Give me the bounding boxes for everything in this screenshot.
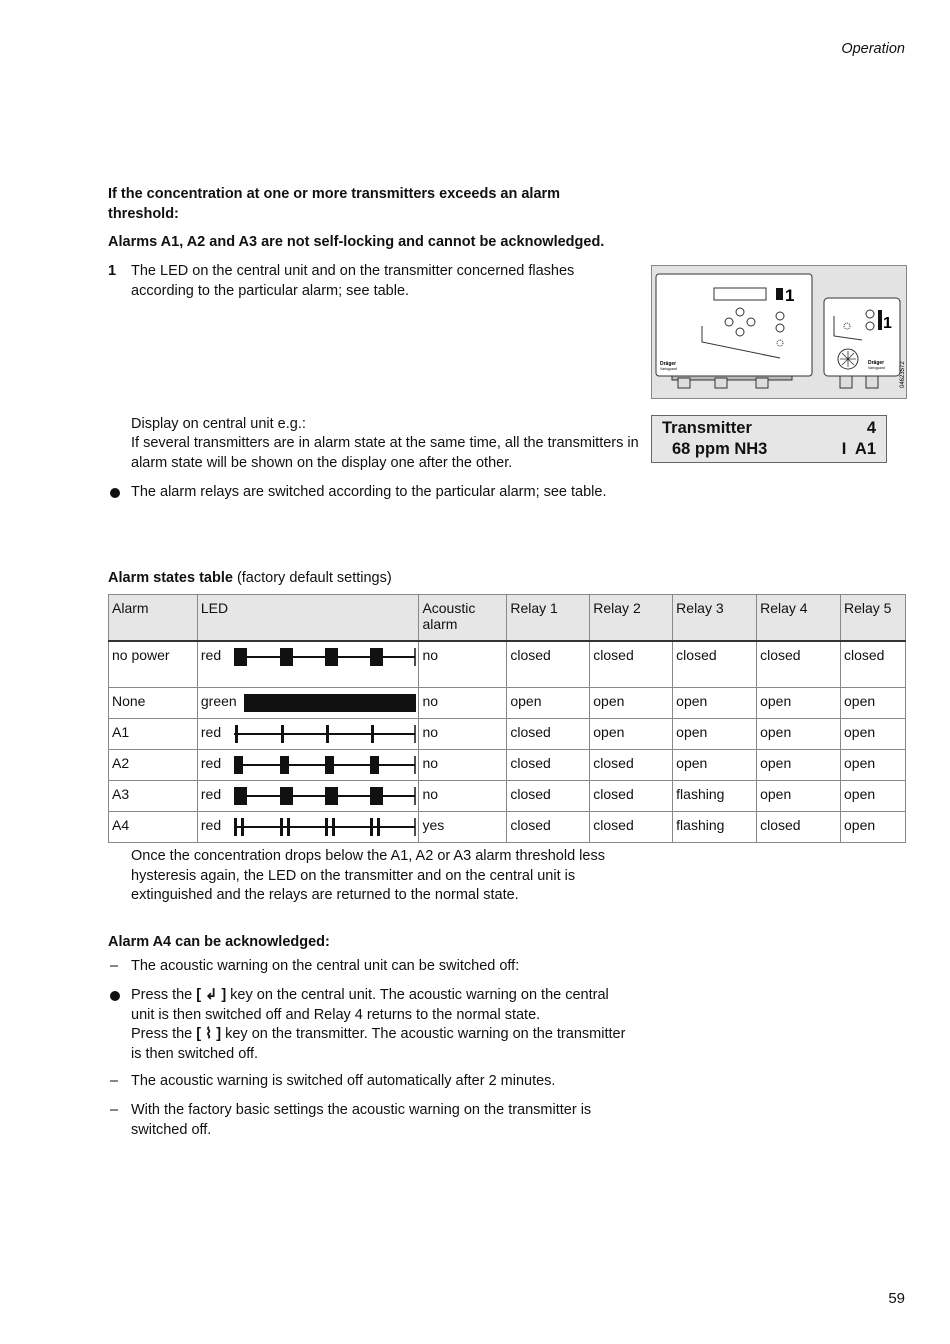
col-header-alarm: Alarm — [109, 595, 198, 642]
table-row — [109, 641, 906, 688]
relay3-cell: open — [673, 719, 757, 750]
led-cell — [197, 719, 419, 750]
col-header-led: LED — [197, 595, 419, 642]
led-color-label: red — [200, 647, 222, 663]
led-color-label: red — [200, 817, 222, 833]
dash-text-auto-off: The acoustic warning is switched off automatically after 2 minutes. — [131, 1073, 556, 1089]
display-line1-right: 4 — [866, 419, 876, 437]
relay4-cell: open — [757, 781, 841, 812]
svg-text:Varioguard: Varioguard — [660, 367, 677, 371]
acoustic-cell: no — [419, 781, 507, 812]
display-line1-left: Transmitter — [662, 419, 752, 437]
table-row — [109, 812, 906, 843]
led-color-label: red — [200, 724, 222, 740]
display-line2-left: 68 ppm NH3 — [672, 440, 768, 458]
acoustic-cell: no — [419, 688, 507, 719]
relay4-cell: open — [757, 688, 841, 719]
relay2-cell: closed — [590, 781, 673, 812]
relay2-cell: closed — [590, 812, 673, 843]
dash-text-factory: With the factory basic settings the acoustic warning on the transmitter is switched off. — [131, 1102, 592, 1138]
acoustic-cell: no — [419, 641, 507, 688]
central-unit-display — [651, 415, 887, 463]
acoustic-cell: no — [419, 719, 507, 750]
relay5-cell: open — [841, 688, 906, 719]
bullet-press-text: Press the [ ↲ ] key on the central unit. The acoustic warning on the central unit is then switched off and Relay 4 returns to the normal state. Press the [ ⌇ ] key on the transmitter. The acoustic warning on the transmitter is then switched off. — [131, 987, 626, 1062]
step-text: The LED on the central unit and on the transmitter concerned flashes according to the particular alarm; see table. — [131, 263, 575, 299]
bullet-icon — [110, 991, 120, 1001]
relay5-cell: open — [841, 750, 906, 781]
table-row — [109, 781, 906, 812]
alarm-cell: A3 — [109, 781, 198, 812]
dash-marker: – — [110, 1102, 119, 1118]
acoustic-cell: no — [419, 750, 507, 781]
relay3-cell: closed — [673, 641, 757, 688]
dash-text-central: The acoustic warning on the central unit can be switched off: — [131, 958, 520, 974]
led-pattern-no-power — [234, 647, 416, 667]
alarm-cell: A1 — [109, 719, 198, 750]
step-number: 1 — [108, 263, 117, 279]
led-color-label: green — [200, 693, 237, 709]
alarm-states-table — [108, 594, 906, 843]
display-line2-right: I A1 — [841, 440, 876, 458]
relay5-cell: open — [841, 781, 906, 812]
led-cell — [197, 812, 419, 843]
heading-a4: Alarm A4 can be acknowledged: — [108, 934, 330, 950]
figure-id-code: 04623572 — [900, 361, 906, 388]
alarm-cell: A4 — [109, 812, 198, 843]
relay5-cell: open — [841, 812, 906, 843]
acoustic-cell: yes — [419, 812, 507, 843]
relay3-cell: open — [673, 688, 757, 719]
table-row — [109, 750, 906, 781]
svg-text:Varioguard: Varioguard — [868, 366, 885, 370]
relay5-cell: closed — [841, 641, 906, 688]
transmitter-number: 1 — [883, 315, 892, 332]
bullet-icon — [110, 488, 120, 498]
led-cell — [197, 688, 419, 719]
relay2-cell: open — [590, 719, 673, 750]
relay5-cell: open — [841, 719, 906, 750]
after-table-text: Once the concentration drops below the A1, A2 or A3 alarm threshold less hysteresis again, the LED on the transmitter and on the central unit is extinguished and the relays are returned to the normal state. — [131, 848, 605, 903]
col-header-relay1: Relay 1 — [507, 595, 590, 642]
table-row — [109, 719, 906, 750]
led-pattern-thick — [234, 786, 416, 806]
enter-key-icon: [ ↲ ] — [196, 987, 227, 1003]
col-header-relay3: Relay 3 — [673, 595, 757, 642]
heading-alarm-threshold: If the concentration at one or more transmitters exceeds an alarm threshold: — [108, 186, 561, 222]
dash-marker: – — [110, 1073, 119, 1089]
relay1-cell: closed — [507, 750, 590, 781]
alarm-cell: A2 — [109, 750, 198, 781]
bullet-relays-text: The alarm relays are switched according to the particular alarm; see table. — [131, 484, 607, 500]
dash-marker: – — [110, 958, 119, 974]
alarm-cell: no power — [109, 641, 198, 688]
col-header-relay5: Relay 5 — [841, 595, 906, 642]
relay1-cell: closed — [507, 812, 590, 843]
table-row — [109, 688, 906, 719]
led-pattern-medium — [234, 755, 416, 775]
col-header-relay2: Relay 2 — [590, 595, 673, 642]
relay1-cell: open — [507, 688, 590, 719]
led-color-label: red — [200, 786, 222, 802]
table-title: Alarm states table (factory default settings) — [108, 570, 392, 586]
svg-text:Dräger: Dräger — [868, 360, 885, 366]
relay1-cell: closed — [507, 781, 590, 812]
display-caption: Display on central unit e.g.: — [131, 416, 306, 432]
led-cell — [197, 641, 419, 688]
central-unit-number: 1 — [785, 286, 795, 305]
relay3-cell: open — [673, 750, 757, 781]
relay4-cell: closed — [757, 812, 841, 843]
device-figure — [651, 265, 907, 399]
mute-key-icon: [ ⌇ ] — [196, 1026, 222, 1042]
relay1-cell: closed — [507, 641, 590, 688]
display-note: If several transmitters are in alarm state at the same time, all the transmitters in alarm state will be shown on the display one after the other. — [131, 435, 639, 471]
section-header: Operation — [841, 41, 905, 57]
led-pattern-thin — [234, 724, 416, 744]
relay3-cell: flashing — [673, 781, 757, 812]
led-pattern-steady — [234, 693, 416, 713]
led-color-label: red — [200, 755, 222, 771]
device-illustration — [652, 266, 906, 398]
relay2-cell: closed — [590, 641, 673, 688]
relay4-cell: closed — [757, 641, 841, 688]
relay2-cell: closed — [590, 750, 673, 781]
col-header-relay4: Relay 4 — [757, 595, 841, 642]
page-number: 59 — [888, 1290, 905, 1307]
table-header-row — [109, 595, 906, 642]
relay4-cell: open — [757, 750, 841, 781]
col-header-acoustic: Acoustic alarm — [419, 595, 507, 642]
heading-not-self-locking: Alarms A1, A2 and A3 are not self-locking and cannot be acknowledged. — [108, 234, 605, 250]
relay1-cell: closed — [507, 719, 590, 750]
relay4-cell: open — [757, 719, 841, 750]
relay3-cell: flashing — [673, 812, 757, 843]
alarm-cell: None — [109, 688, 198, 719]
led-pattern-double — [234, 817, 416, 837]
led-cell — [197, 781, 419, 812]
led-cell — [197, 750, 419, 781]
relay2-cell: open — [590, 688, 673, 719]
svg-text:Dräger: Dräger — [660, 361, 677, 367]
